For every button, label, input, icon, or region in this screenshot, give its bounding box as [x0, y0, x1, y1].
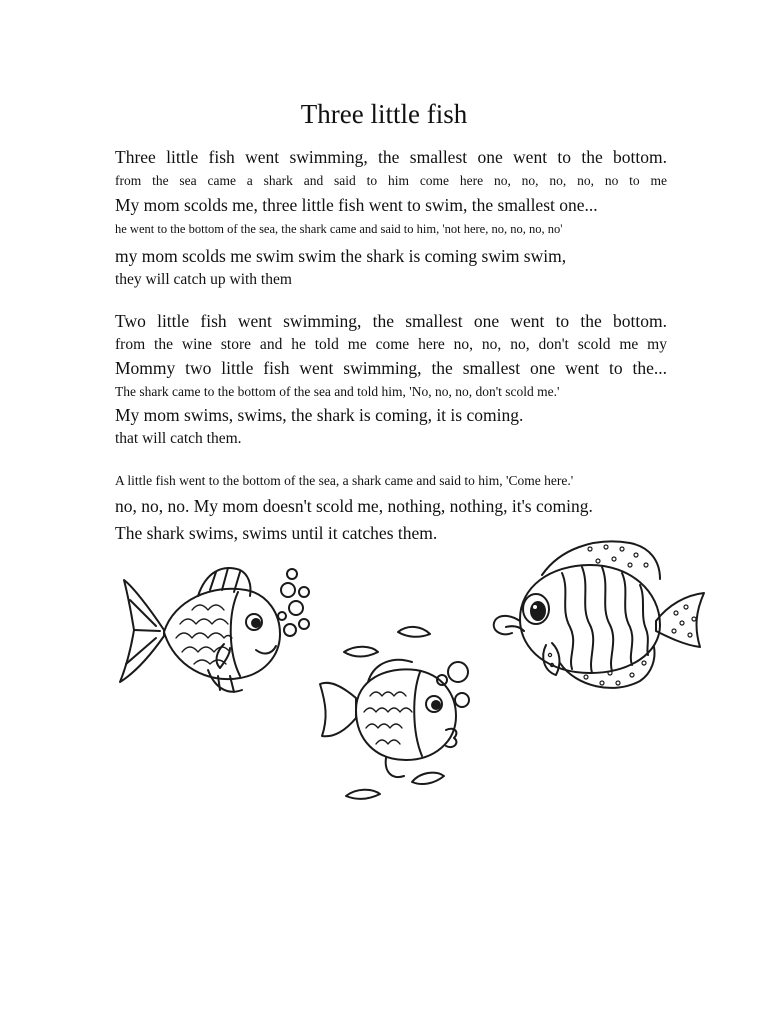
stanza-2-line-2: from the wine store and he told me come here no, no, no, don't scold me my [115, 336, 667, 353]
stanza-1-line-4: he went to the bottom of the sea, the shark came and said to him, 'not here, no, no, no, no' [115, 222, 563, 236]
bubble-fish-icon [316, 600, 486, 815]
page-title: Three little fish [300, 99, 468, 129]
stanza-1-line-3: My mom scolds me, three little fish went to swim, the smallest one... [115, 195, 598, 215]
stanza-2-line-4: The shark came to the bottom of the sea and told him, 'No, no, no, don't scold me.' [115, 384, 560, 399]
stanza-1-line-1: Three little fish went swimming, the smallest one went to the bottom. [115, 147, 667, 167]
stanza-2 [115, 309, 667, 450]
stanza-3-line-1: A little fish went to the bottom of the sea, a shark came and said to him, 'Come here.' [115, 473, 574, 488]
scaly-fish-icon [116, 560, 316, 705]
stanza-2-line-3: Mommy two little fish went swimming, the smallest one went to the... [115, 358, 667, 378]
stanza-1 [115, 145, 667, 291]
stanza-2-line-1: Two little fish went swimming, the smallest one went to the bottom. [115, 311, 667, 331]
stanza-1-line-5: my mom scolds me swim swim the shark is coming swim swim, [115, 246, 567, 266]
striped-fish-icon [490, 535, 710, 700]
stanza-1-line-6: they will catch up with them [115, 271, 292, 288]
stanza-3-line-2: no, no, no. My mom doesn't scold me, nothing, nothing, it's coming. [115, 496, 593, 516]
stanza-1-line-2: from the sea came a shark and said to him come here no, no, no, no, no to me [115, 173, 667, 188]
stanza-3-line-3: The shark swims, swims until it catches them. [115, 523, 438, 543]
stanza-2-line-6: that will catch them. [115, 430, 242, 447]
stanza-2-line-5: My mom swims, swims, the shark is coming, it is coming. [115, 405, 524, 425]
